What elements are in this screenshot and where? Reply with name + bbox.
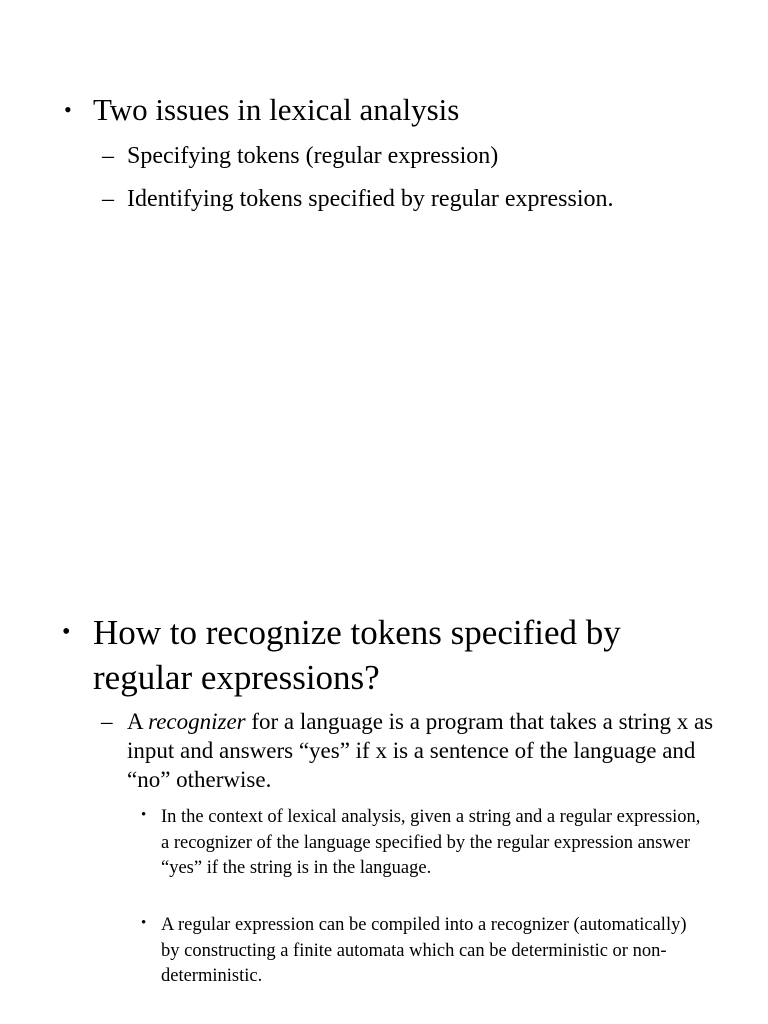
slide1-heading-text: Two issues in lexical analysis xyxy=(93,92,460,127)
slide2-detail-1 xyxy=(141,805,704,882)
definition-prefix: A xyxy=(127,709,149,734)
dash-glyph: – xyxy=(101,709,113,734)
bullet-glyph: • xyxy=(64,97,72,122)
slide1-sub-item-text: Specifying tokens (regular expression) xyxy=(127,143,499,169)
slide1-sub-item-text: Identifying tokens specified by regular expression. xyxy=(127,186,614,212)
slide2-detail-2 xyxy=(141,913,704,990)
bullet-glyph: • xyxy=(62,619,71,645)
bullet-glyph: • xyxy=(141,915,147,931)
definition-rest: for a language is a program that takes a string x as input and answers “yes” if x is a sentence of the language and “no” otherwise. xyxy=(127,709,714,792)
dash-glyph: – xyxy=(102,186,114,212)
slide2-heading-text: How to recognize tokens specified by regular expressions? xyxy=(93,613,621,697)
dash-glyph: – xyxy=(102,143,114,169)
bullet-glyph: • xyxy=(141,807,147,823)
definition-term: recognizer xyxy=(148,709,246,734)
slide2-detail-text: In the context of lexical analysis, given a string and a regular expression, a recognizer of the language specified by the regular expression answer “yes” if the string is in the language. xyxy=(161,807,701,878)
slide2-detail-text: A regular expression can be compiled into a recognizer (automatically) by constructing a finite automata which can be deterministic or non-deterministic. xyxy=(161,915,687,986)
slide2-heading xyxy=(62,610,728,700)
slide2-definition xyxy=(101,707,718,794)
